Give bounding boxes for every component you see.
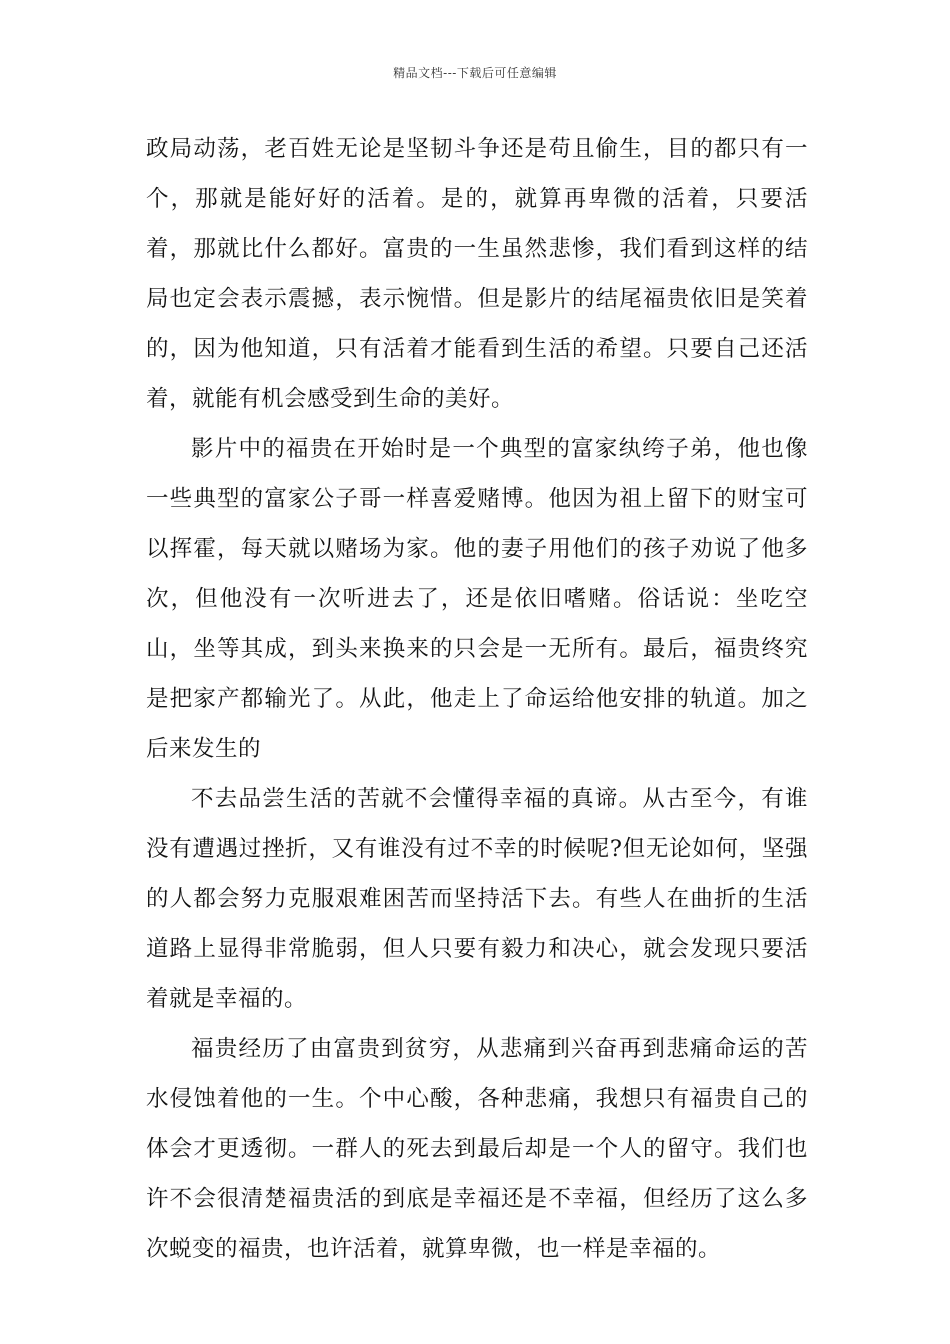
paragraph-3: 不去品尝生活的苦就不会懂得幸福的真谛。从古至今，有谁没有遭遇过挫折，又有谁没有过不幸的时候呢?但无论如何，坚强的人都会努力克服艰难困苦而坚持活下去。有些人在曲折的生活道路上显得非常脆弱，但人只要有毅力和决心，就会发现只要活着就是幸福的。 [146,786,808,1012]
page-header: 精品文档---下载后可任意编辑 [393,66,557,80]
paragraph-4: 福贵经历了由富贵到贫穷，从悲痛到兴奋再到悲痛命运的苦水侵蚀着他的一生。个中心酸，各种悲痛，我想只有福贵自己的体会才更透彻。一群人的死去到最后却是一个人的留守。我们也许不会很清楚福贵活的到底是幸福还是不幸福，但经历了这么多次蜕变的福贵，也许活着，就算卑微，也一样是幸福的。 [146,1036,808,1262]
document-body [146,124,808,1274]
paragraph-2: 影片中的福贵在开始时是一个典型的富家纨绔子弟，他也像一些典型的富家公子哥一样喜爱赌博。他因为祖上留下的财宝可以挥霍，每天就以赌场为家。他的妻子用他们的孩子劝说了他多次，但他没有一次听进去了，还是依旧嗜赌。俗话说：坐吃空山，坐等其成，到头来换来的只会是一无所有。最后，福贵终究是把家产都输光了。从此，他走上了命运给他安排的轨道。加之后来发生的 [146,436,808,762]
paragraph-1: 政局动荡，老百姓无论是坚韧斗争还是苟且偷生，目的都只有一个，那就是能好好的活着。是的，就算再卑微的活着，只要活着，那就比什么都好。富贵的一生虽然悲惨，我们看到这样的结局也定会表示震撼，表示惋惜。但是影片的结尾福贵依旧是笑着的，因为他知道，只有活着才能看到生活的希望。只要自己还活着，就能有机会感受到生命的美好。 [146,136,808,412]
